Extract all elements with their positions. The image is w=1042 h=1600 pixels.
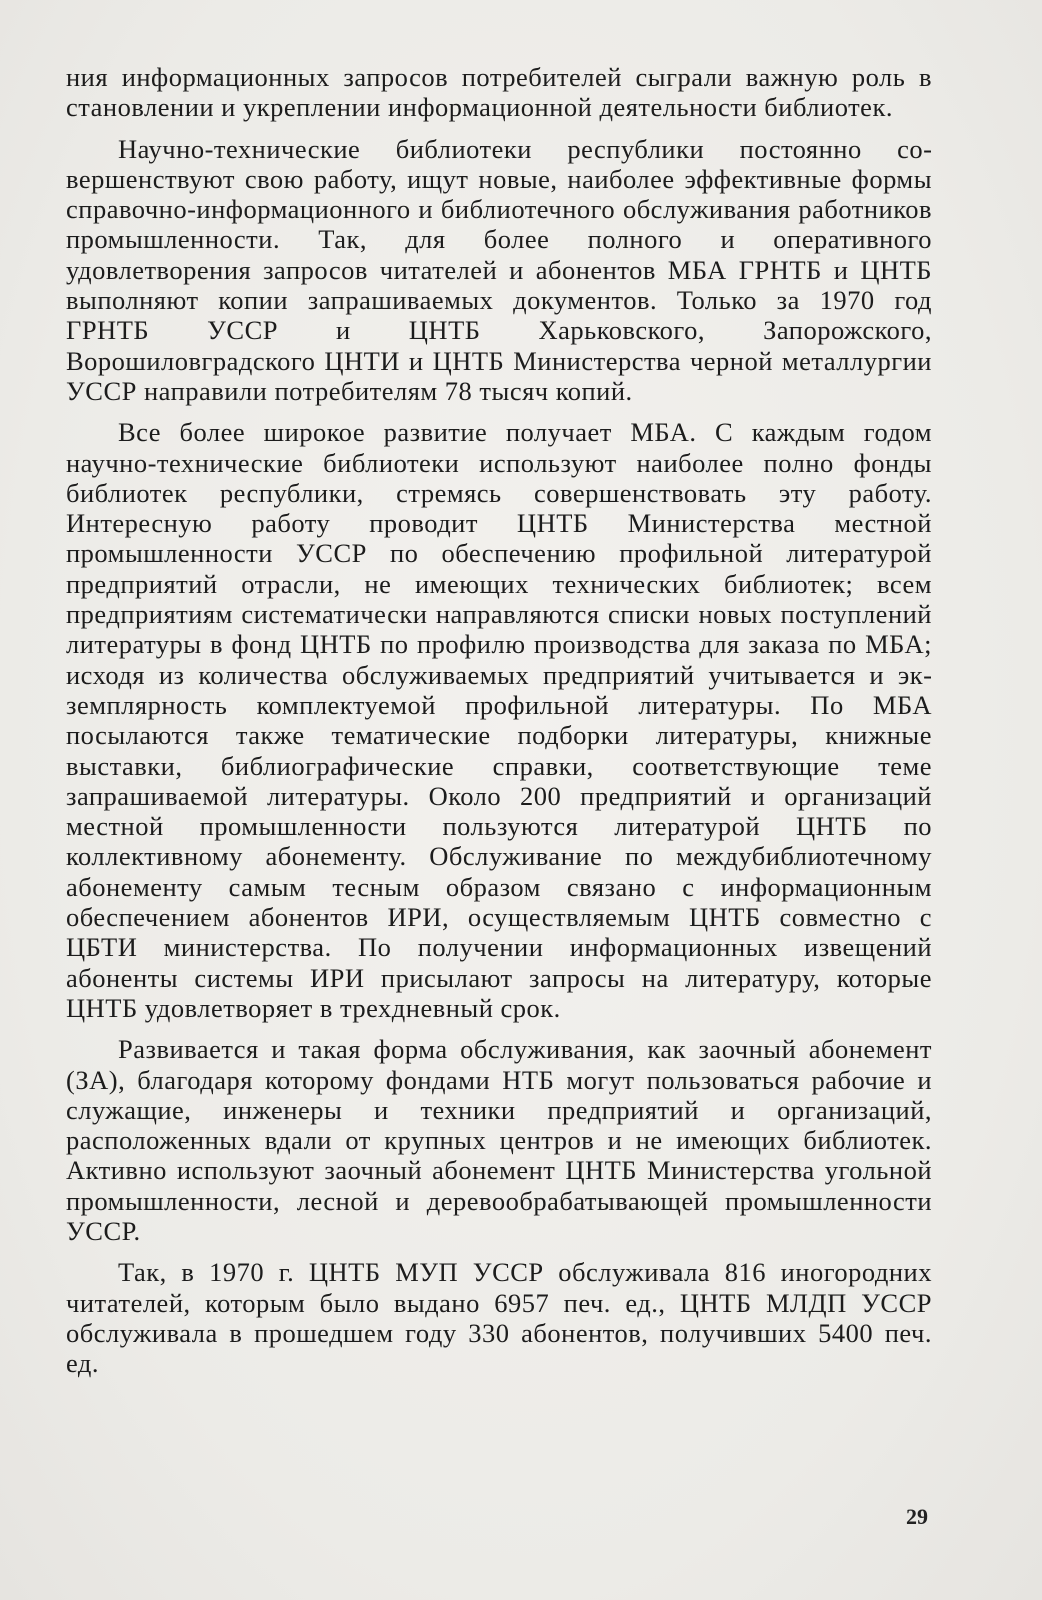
page-number: 29	[906, 1504, 928, 1529]
paragraph-2: Научно-технические библиотеки республики постоянно совершенствуют свою работу, ищут новые, наиболее эффективные формы справочно-информационного и библиотечного обслуживания работников промышленности. Так, для более полного и оперативного удовлетворения запросов читателей и абонентов МБА ГРНТБ и ЦНТБ выполняют копии запрашиваемых документов. Только за 1970 год ГРНТБ УССР и ЦНТБ Харьковского, Запорожского, Ворошиловградского ЦНТИ и ЦНТБ Министерства черной металлургии УССР направили потребителям 78 тысяч копий.	[66, 133, 932, 406]
paragraph-4: Развивается и такая форма обслуживания, как заочный абонемент (ЗА), благодаря которому фондами НТБ могут пользоваться рабочие и служащие, инженеры и техники предприятий и организаций, расположенных вдали от крупных центров и не имеющих библиотек. Активно используют заочный абонемент ЦНТБ Министерства угольной промышленности, лесной и деревообрабатывающей промышленности УССР.	[66, 1034, 932, 1246]
paragraph-5: Так, в 1970 г. ЦНТБ МУП УССР обслуживала 816 иногородних читателей, которым было выдано 6957 печ. ед., ЦНТБ МЛДП УССР обслуживала в прошедшем году 330 абонентов, получивших 5400 печ. ед.	[66, 1257, 932, 1379]
paragraph-1: ния информационных запросов потребителей сыграли важную роль в становлении и укреплении информационной деятельности библиотек.	[66, 62, 932, 123]
paragraph-3: Все более широкое развитие получает МБА. С каждым годом научно-технические библиотеки используют наиболее полно фонды библиотек республики, стремясь совершенствовать эту работу. Интересную работу проводит ЦНТБ Министерства местной промышленности УССР по обеспечению профильной литературой предприятий отрасли, не имеющих технических библиотек; всем предприятиям систематически направляются списки новых поступлений литературы в фонд ЦНТБ по профилю производства для заказа по МБА; исходя из количества обслуживаемых предприятий учитывается и экземплярность комплектуемой профильной литературы. По МБА посылаются также тематические подборки литературы, книжные выставки, библиографические справки, соответствующие теме запрашиваемой литературы. Около 200 предприятий и организаций местной промышленности пользуются литературой ЦНТБ по коллективному абонементу. Обслуживание по междубиблиотечному абонементу самым тесным образом связано с информационным обеспечением абонентов ИРИ, осуществляемым ЦНТБ совместно с ЦБТИ министерства. По получении информационных извещений абоненты системы ИРИ присылают запросы на литературу, которые ЦНТБ удовлетворяет в трехдневный срок.	[66, 417, 932, 1023]
page-body	[66, 62, 932, 1389]
